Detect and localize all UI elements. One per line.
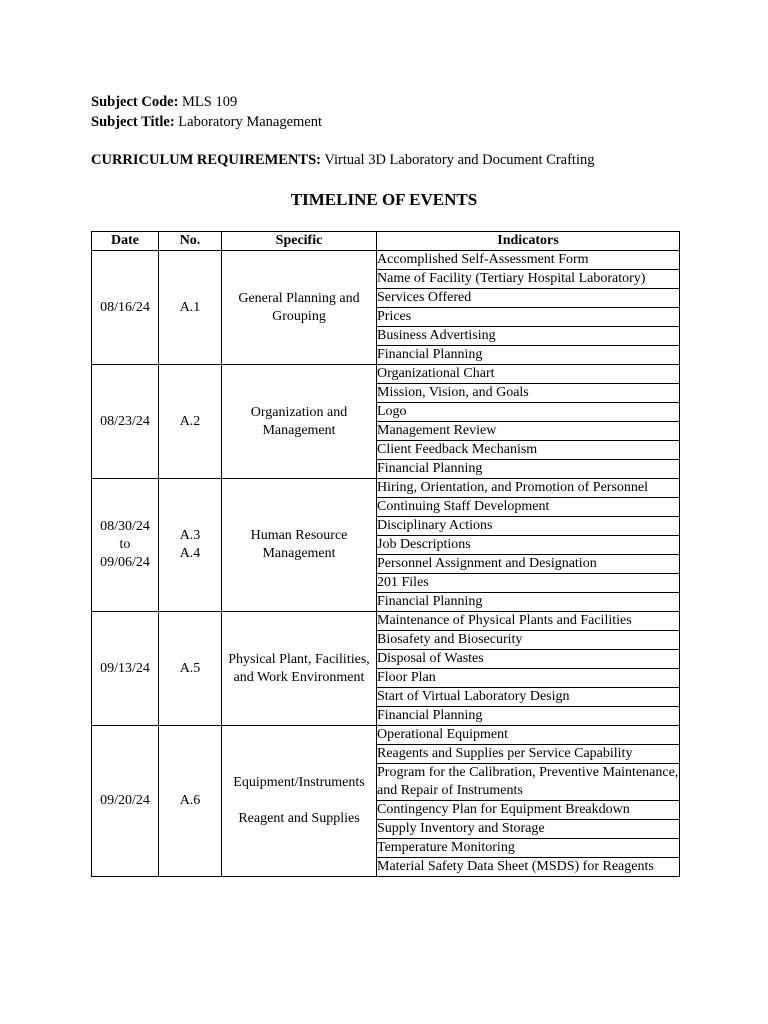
indicator-cell: Hiring, Orientation, and Promotion of Personnel xyxy=(377,479,680,498)
indicator-cell: Mission, Vision, and Goals xyxy=(377,384,680,403)
indicator-cell: Program for the Calibration, Preventive Maintenance, and Repair of Instruments xyxy=(377,764,680,801)
date-cell xyxy=(92,726,159,877)
indicator-cell: Continuing Staff Development xyxy=(377,498,680,517)
header-no: No. xyxy=(159,232,222,251)
table-row xyxy=(92,479,680,498)
indicator-cell: Prices xyxy=(377,308,680,327)
indicator-cell: Financial Planning xyxy=(377,346,680,365)
indicator-cell: Maintenance of Physical Plants and Facilities xyxy=(377,612,680,631)
specific-cell xyxy=(222,365,377,479)
date-cell-line: to xyxy=(119,537,131,552)
date-cell xyxy=(92,479,159,612)
indicator-cell: Logo xyxy=(377,403,680,422)
indicator-cell: Accomplished Self-Assessment Form xyxy=(377,251,680,270)
no-cell xyxy=(159,479,222,612)
no-cell-line: A.5 xyxy=(179,660,201,676)
no-cell-line: A.2 xyxy=(179,413,201,429)
indicator-cell: Supply Inventory and Storage xyxy=(377,820,680,839)
cell-spacer xyxy=(222,792,376,810)
indicator-cell: Start of Virtual Laboratory Design xyxy=(377,688,680,707)
specific-cell xyxy=(222,726,377,877)
indicator-cell: Job Descriptions xyxy=(377,536,680,555)
date-cell xyxy=(92,251,159,365)
table-header-row xyxy=(92,232,680,251)
indicator-cell: Material Safety Data Sheet (MSDS) for Reagents xyxy=(377,858,680,877)
curriculum-line xyxy=(91,150,595,170)
table-row xyxy=(92,612,680,631)
date-cell xyxy=(92,365,159,479)
subject-title-line xyxy=(91,112,322,132)
indicator-cell: Services Offered xyxy=(377,289,680,308)
table-body xyxy=(92,251,680,877)
table-row xyxy=(92,365,680,384)
no-cell-line: A.1 xyxy=(179,299,201,315)
specific-cell xyxy=(222,479,377,612)
subject-code-label: Subject Code: xyxy=(91,94,179,110)
table-row xyxy=(92,251,680,270)
page-title: TIMELINE OF EVENTS xyxy=(290,190,478,209)
subject-code-line xyxy=(91,92,237,112)
no-cell-line: A.4 xyxy=(179,546,201,561)
no-cell xyxy=(159,726,222,877)
header-specific: Specific xyxy=(222,232,377,251)
specific-cell xyxy=(222,251,377,365)
indicator-cell: 201 Files xyxy=(377,574,680,593)
indicator-cell: Contingency Plan for Equipment Breakdown xyxy=(377,801,680,820)
no-cell xyxy=(159,251,222,365)
date-cell-line: 09/20/24 xyxy=(100,793,150,808)
indicator-cell: Disciplinary Actions xyxy=(377,517,680,536)
indicator-cell: Reagents and Supplies per Service Capability xyxy=(377,745,680,764)
date-cell-line: 08/23/24 xyxy=(100,413,150,429)
no-cell xyxy=(159,612,222,726)
subject-title-value: Laboratory Management xyxy=(178,114,323,130)
curriculum-label: CURRICULUM REQUIREMENTS: xyxy=(91,152,321,168)
no-cell-line: A.6 xyxy=(179,793,201,808)
date-cell-line: 08/16/24 xyxy=(100,299,150,315)
specific-cell xyxy=(222,612,377,726)
indicator-cell: Temperature Monitoring xyxy=(377,839,680,858)
timeline-table xyxy=(91,231,680,877)
indicator-cell: Financial Planning xyxy=(377,593,680,612)
no-cell-line: A.3 xyxy=(179,528,201,543)
subject-code-value: MLS 109 xyxy=(182,94,238,110)
date-cell-line: 08/30/24 xyxy=(100,519,150,534)
no-cell xyxy=(159,365,222,479)
specific-cell-line: Organization and Management xyxy=(250,404,348,438)
indicator-cell: Disposal of Wastes xyxy=(377,650,680,669)
indicator-cell: Name of Facility (Tertiary Hospital Laboratory) xyxy=(377,270,680,289)
indicator-cell: Financial Planning xyxy=(377,460,680,479)
indicator-cell: Management Review xyxy=(377,422,680,441)
indicator-cell: Floor Plan xyxy=(377,669,680,688)
table-row xyxy=(92,726,680,745)
specific-cell-line: Human Resource Management xyxy=(250,528,348,561)
date-cell xyxy=(92,612,159,726)
indicator-cell: Client Feedback Mechanism xyxy=(377,441,680,460)
specific-cell-line: General Planning and Grouping xyxy=(238,290,360,324)
date-cell-line: 09/13/24 xyxy=(100,660,150,676)
specific-cell-line: Reagent and Supplies xyxy=(238,811,360,826)
indicator-cell: Financial Planning xyxy=(377,707,680,726)
subject-title-label: Subject Title: xyxy=(91,114,175,130)
header-indicators: Indicators xyxy=(377,232,680,251)
indicator-cell: Organizational Chart xyxy=(377,365,680,384)
specific-cell-line: Equipment/Instruments xyxy=(233,775,365,790)
indicator-cell: Business Advertising xyxy=(377,327,680,346)
specific-cell-line: Physical Plant, Facilities, and Work Environment xyxy=(228,651,370,685)
indicator-cell: Operational Equipment xyxy=(377,726,680,745)
indicator-cell: Personnel Assignment and Designation xyxy=(377,555,680,574)
indicator-cell: Biosafety and Biosecurity xyxy=(377,631,680,650)
date-cell-line: 09/06/24 xyxy=(100,555,150,570)
curriculum-value: Virtual 3D Laboratory and Document Crafting xyxy=(324,152,595,168)
header-date: Date xyxy=(92,232,159,251)
